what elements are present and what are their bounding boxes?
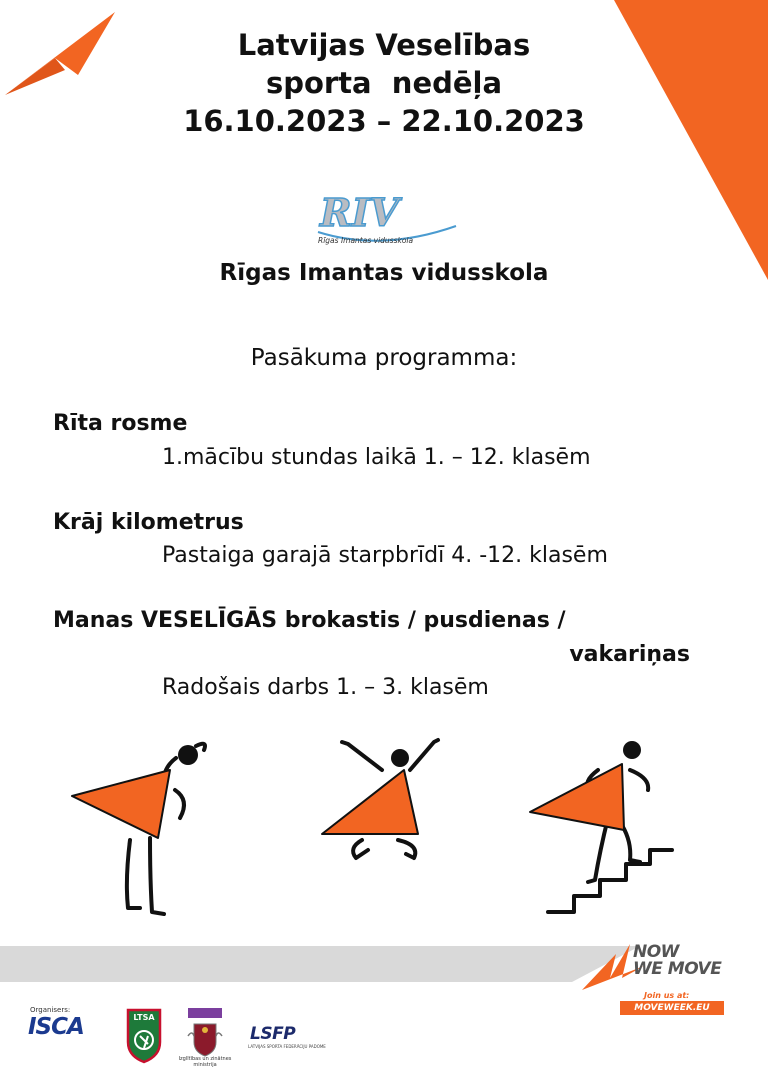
- ministry-text: Izglītības un zinātnes ministrija: [178, 1056, 232, 1068]
- jumping-figure-icon: [322, 740, 438, 858]
- logo-letters: RIV: [320, 190, 399, 235]
- program-heading: Pasākuma programma:: [250, 345, 518, 371]
- ltsa-shield-icon: [124, 1008, 164, 1064]
- lsfp-subtitle: LATVIJAS SPORTA FEDERĀCIJU PADOME: [248, 1044, 326, 1049]
- school-name: Rīgas Imantas vidusskola: [219, 260, 549, 286]
- logo-caption: Rīgas Imantas vidusskola: [318, 236, 414, 245]
- event-title: [0, 26, 768, 140]
- program-item-description: Pastaiga garajā starpbrīdī 4. -12. klasēm: [162, 543, 608, 568]
- ltsa-label: LTSA: [133, 1013, 155, 1022]
- program-item-description: Radošais darbs 1. – 3. klasēm: [162, 675, 489, 700]
- program-item-title: Krāj kilometrus: [53, 510, 244, 535]
- moveweek-link[interactable]: MOVEWEEK.EU: [620, 1001, 724, 1015]
- stairs-figure-icon: [530, 741, 672, 912]
- illustration-figures: [0, 730, 768, 930]
- organisers-label: Organisers:: [30, 1006, 71, 1014]
- title-line-1: Latvijas Veselības: [237, 28, 531, 62]
- program-item-description: 1.mācību stundas laikā 1. – 12. klasēm: [162, 445, 591, 470]
- program-item-title: Rīta rosme: [53, 411, 188, 436]
- program-item-title-continued: vakariņas: [569, 642, 690, 667]
- now-we-move-line1: NOW: [633, 942, 679, 962]
- program-item-title: Manas VESELĪGĀS brokastis / pusdienas /: [53, 608, 566, 633]
- title-line-2: sporta nedēļa: [265, 66, 503, 100]
- now-we-move-text: [633, 944, 721, 978]
- now-we-move-line2: WE MOVE: [633, 959, 722, 979]
- stretching-figure-icon: [72, 744, 205, 914]
- title-line-3: 16.10.2023 – 22.10.2023: [183, 104, 585, 138]
- lsfp-logo: LSFP: [250, 1024, 296, 1044]
- isca-logo: ISCA: [28, 1014, 84, 1040]
- join-text: Join us at:: [644, 991, 690, 1000]
- riv-logo: [312, 188, 460, 250]
